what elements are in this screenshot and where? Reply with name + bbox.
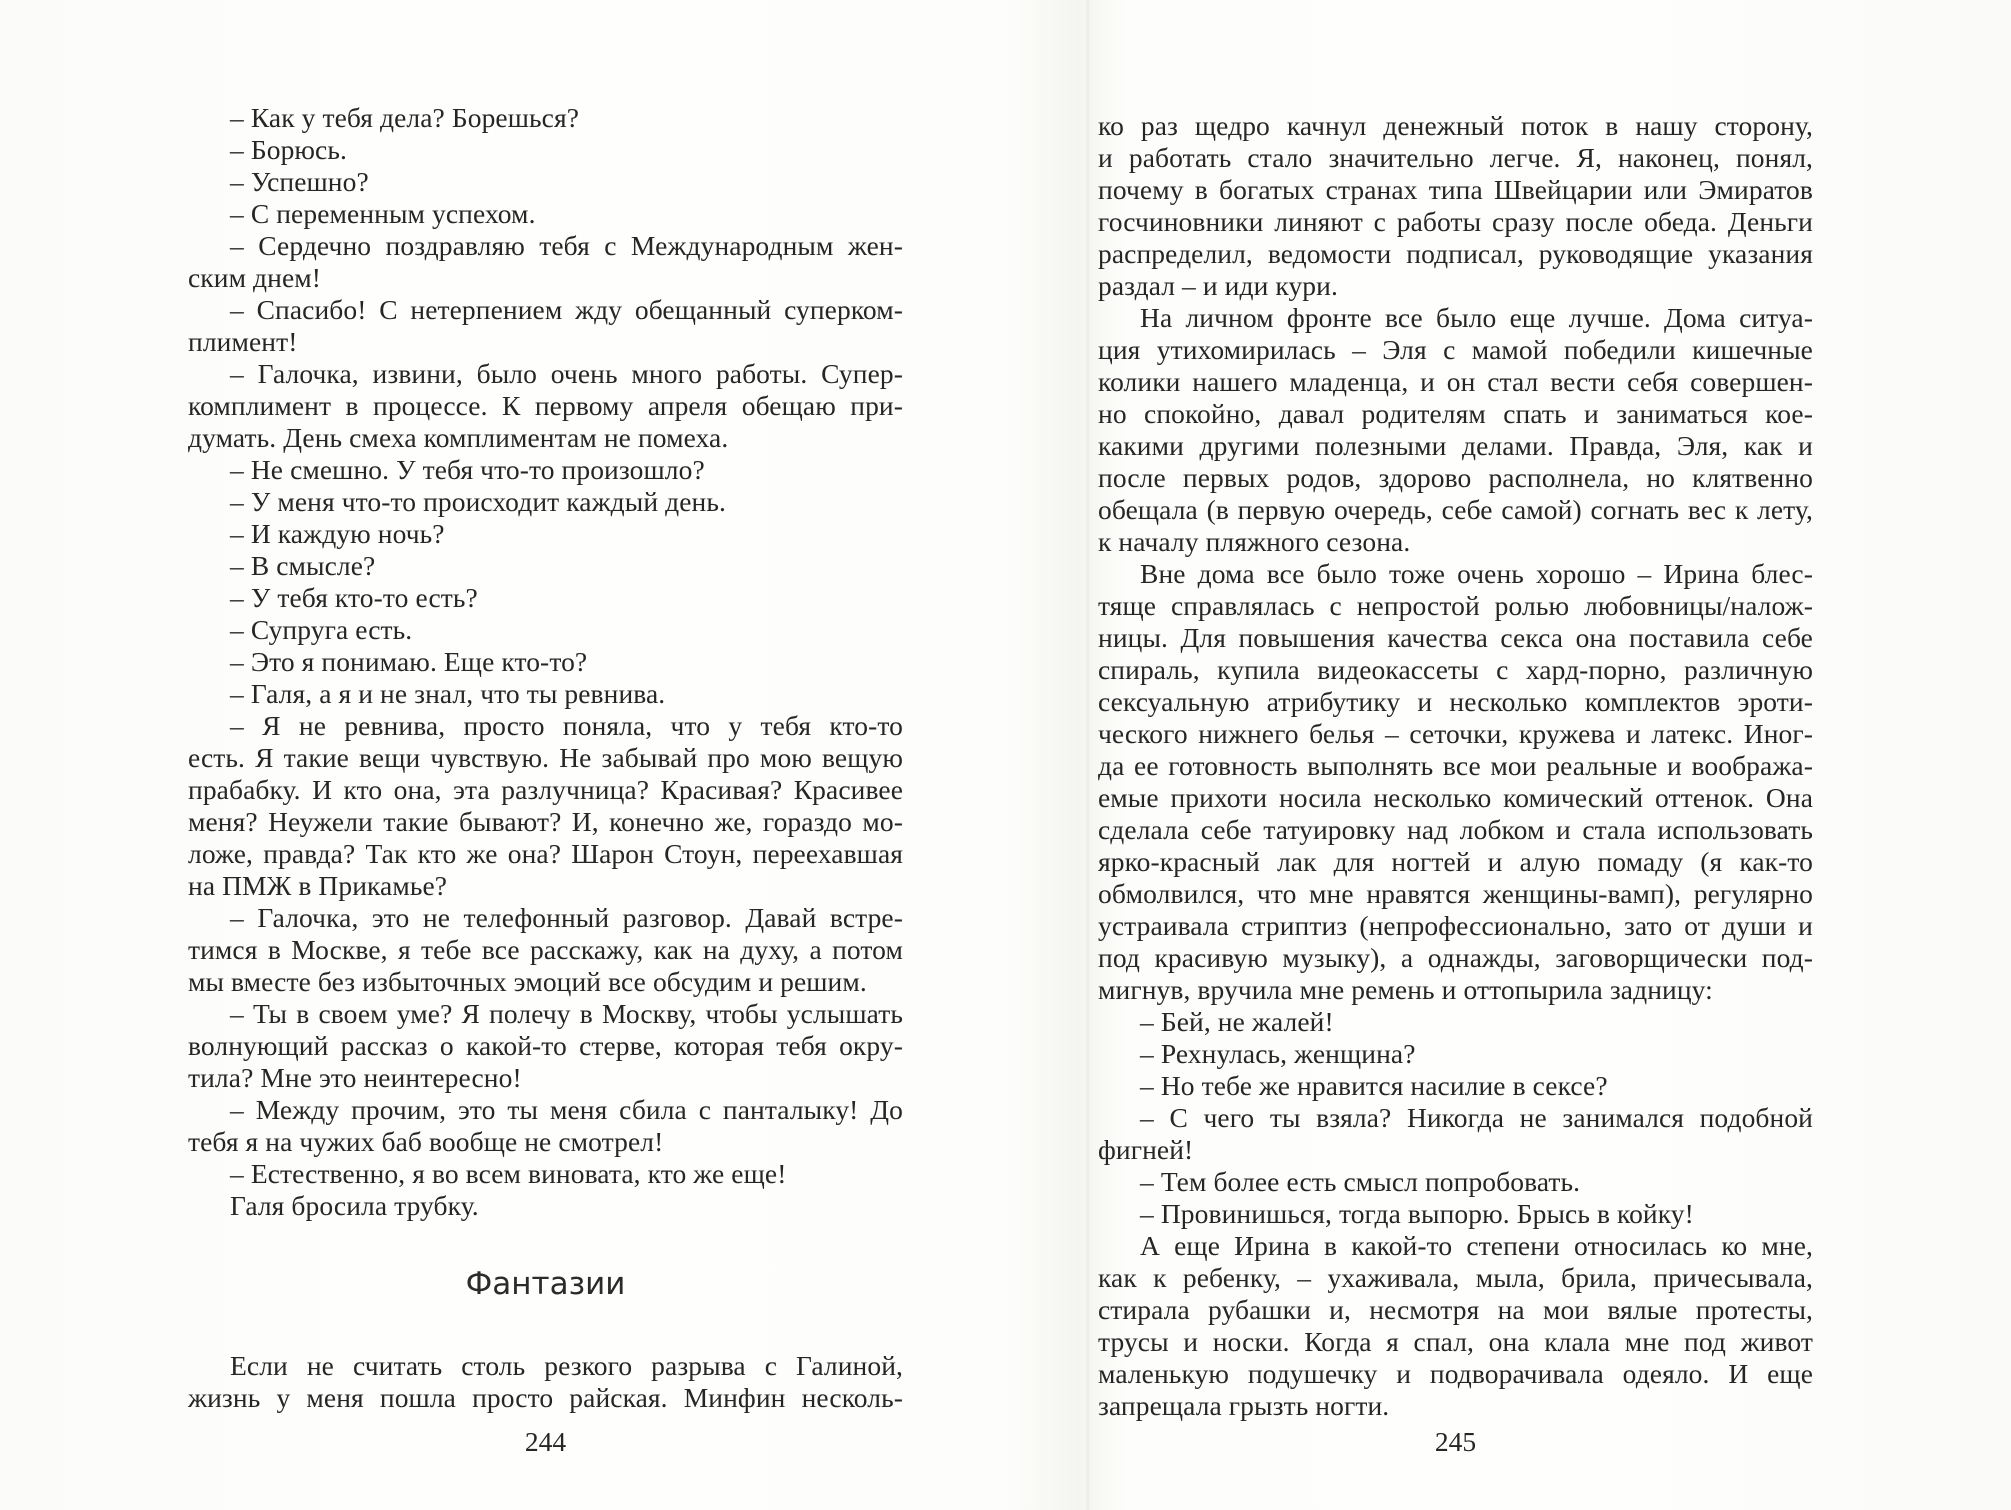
text-line: – Супруга есть. — [230, 614, 413, 645]
text-line: – Но тебе же нравится насилие в сексе? — [1140, 1070, 1608, 1101]
text-line: плимент! — [188, 326, 298, 357]
text-line: – Тем более есть смысл попробовать. — [1140, 1166, 1581, 1197]
text-line: – С переменным успехом. — [230, 198, 536, 229]
text-line: думать. День смеха комплиментам не помеха. — [188, 422, 729, 453]
text-line: тебя я на чужих баб вообще не смотрел! — [188, 1126, 664, 1157]
page-gutter — [1086, 0, 1090, 1510]
text-line: тимся в Москве, я тебе все расскажу, как на духу, а потом — [188, 934, 903, 965]
page-number: 245 — [1434, 1426, 1477, 1457]
text-line: спираль, купила видеокассеты с хард-порно, различную — [1098, 654, 1813, 685]
text-line: распределил, ведомости подписал, руководящие указания — [1098, 238, 1813, 269]
text-line: тяще справлялась с непростой ролью любовницы/налож- — [1098, 590, 1813, 621]
text-line: емые прихоти носила несколько комический оттенок. Она — [1098, 782, 1813, 813]
text-line: да ее готовность выполнять все мои реальные и вообража- — [1098, 750, 1813, 781]
text-line: обмолвился, что мне нравятся женщины-вамп), регулярно — [1098, 878, 1813, 909]
text-line: как к ребенку, – ухаживала, мыла, брила, причесывала, — [1098, 1262, 1813, 1293]
text-line: – Бей, не жалей! — [1140, 1006, 1334, 1037]
text-line: – Как у тебя дела? Борешься? — [230, 102, 580, 133]
text-line: госчиновники линяют с работы сразу после обеда. Деньги — [1098, 206, 1813, 237]
text-line: ярко-красный лак для ногтей и алую помаду (я как-то — [1098, 846, 1813, 877]
text-line: запрещала грызть ногти. — [1098, 1390, 1390, 1421]
text-line: тила? Мне это неинтересно! — [188, 1062, 522, 1093]
text-line: есть. Я такие вещи чувствую. Не забывай про мою вещую — [188, 742, 903, 773]
text-line: устраивала стриптиз (непрофессионально, зато от души и — [1098, 910, 1813, 941]
text-line: после первых родов, здорово располнела, но клятвенно — [1098, 462, 1813, 493]
text-line: обещала (в первую очередь, себе самой) согнать вес к лету, — [1098, 494, 1813, 525]
text-line: – Галочка, это не телефонный разговор. Давай встре- — [230, 902, 903, 933]
text-line: сексуальную атрибутику и несколько комплектов эроти- — [1098, 686, 1813, 717]
text-line: колики нашего младенца, и он стал вести себя совершен- — [1098, 366, 1813, 397]
text-line: но спокойно, давал родителям спать и заниматься кое- — [1098, 398, 1813, 429]
text-line: ложе, правда? Так кто же она? Шарон Стоун, переехавшая — [188, 838, 903, 869]
text-line: – Спасибо! С нетерпением жду обещанный суперком- — [230, 294, 903, 325]
text-line: волнующий рассказ о какой-то стерве, которая тебя окру- — [188, 1030, 903, 1061]
text-line: ницы. Для повышения качества секса она поставила себе — [1098, 622, 1813, 653]
section-heading: Фантазии — [465, 1266, 626, 1302]
text-line: Если не считать столь резкого разрыва с Галиной, — [230, 1350, 903, 1381]
text-line: – Я не ревнива, просто поняла, что у тебя кто-то — [230, 710, 903, 741]
text-line: стирала рубашки и, несмотря на мои вялые протесты, — [1098, 1294, 1813, 1325]
text-line: – Ты в своем уме? Я полечу в Москву, чтобы услышать — [230, 998, 903, 1029]
text-line: – И каждую ночь? — [230, 518, 445, 549]
text-line: сделала себе татуировку над лобком и стала использовать — [1098, 814, 1813, 845]
text-line: почему в богатых странах типа Швейцарии или Эмиратов — [1098, 174, 1813, 205]
text-line: – Галя, а я и не знал, что ты ревнива. — [230, 678, 666, 709]
text-line: на ПМЖ в Прикамье? — [188, 870, 448, 901]
text-line: – Между прочим, это ты меня сбила с панталыку! До — [230, 1094, 903, 1125]
text-line: – Это я понимаю. Еще кто-то? — [230, 646, 588, 677]
text-line: – Провинишься, тогда выпорю. Брысь в койку! — [1140, 1198, 1694, 1229]
text-line: к началу пляжного сезона. — [1098, 526, 1411, 557]
text-line: прабабку. И кто она, эта разлучница? Красивая? Красивее — [188, 774, 903, 805]
text-line: – Не смешно. У тебя что-то произошло? — [230, 454, 705, 485]
text-line: фигней! — [1098, 1134, 1194, 1165]
text-line: – С чего ты взяла? Никогда не занимался подобной — [1140, 1102, 1813, 1133]
text-line: трусы и носки. Когда я спал, она клала мне под живот — [1098, 1326, 1813, 1357]
text-line: А еще Ирина в какой-то степени относилась ко мне, — [1140, 1230, 1813, 1261]
text-line: меня? Неужели такие бывают? И, конечно же, гораздо мо- — [188, 806, 903, 837]
text-line: – Борюсь. — [230, 134, 347, 165]
text-line: ческого нижнего белья – сеточки, кружева и латекс. Иног- — [1098, 718, 1813, 749]
text-line: комплимент в процессе. К первому апреля обещаю при- — [188, 390, 903, 421]
text-line: – Сердечно поздравляю тебя с Международным жен- — [230, 230, 903, 261]
text-line: мы вместе без избыточных эмоций все обсудим и решим. — [188, 966, 867, 997]
text-line: – Естественно, я во всем виновата, кто же еще! — [230, 1158, 787, 1189]
text-line: маленькую подушечку и подворачивала одеяло. И еще — [1098, 1358, 1813, 1389]
text-line: под красивую музыку), а однажды, заговорщически под- — [1098, 942, 1813, 973]
text-line: – У меня что-то происходит каждый день. — [230, 486, 726, 517]
text-line: ция утихомирилась – Эля с мамой победили кишечные — [1098, 334, 1813, 365]
text-line: раздал – и иди кури. — [1098, 270, 1338, 301]
text-line: какими другими полезными делами. Правда, Эля, как и — [1098, 430, 1813, 461]
page-number: 244 — [524, 1426, 567, 1457]
text-line: На личном фронте все было еще лучше. Дома ситуа- — [1140, 302, 1813, 333]
text-line: ским днем! — [188, 262, 322, 293]
text-line: Галя бросила трубку. — [230, 1190, 479, 1221]
text-line: и работать стало значительно легче. Я, наконец, понял, — [1098, 142, 1813, 173]
text-line: – Галочка, извини, было очень много работы. Супер- — [230, 358, 903, 389]
text-line: – Успешно? — [230, 166, 369, 197]
text-line: – В смысле? — [230, 550, 376, 581]
text-line: мигнув, вручила мне ремень и оттопырила задницу: — [1098, 974, 1713, 1005]
text-line: Вне дома все было тоже очень хорошо – Ирина блес- — [1140, 558, 1813, 589]
text-line: – Рехнулась, женщина? — [1140, 1038, 1416, 1069]
text-line: ко раз щедро качнул денежный поток в нашу сторону, — [1098, 110, 1813, 141]
text-line: – У тебя кто-то есть? — [230, 582, 478, 613]
text-line: жизнь у меня пошла просто райская. Минфин несколь- — [188, 1382, 903, 1413]
